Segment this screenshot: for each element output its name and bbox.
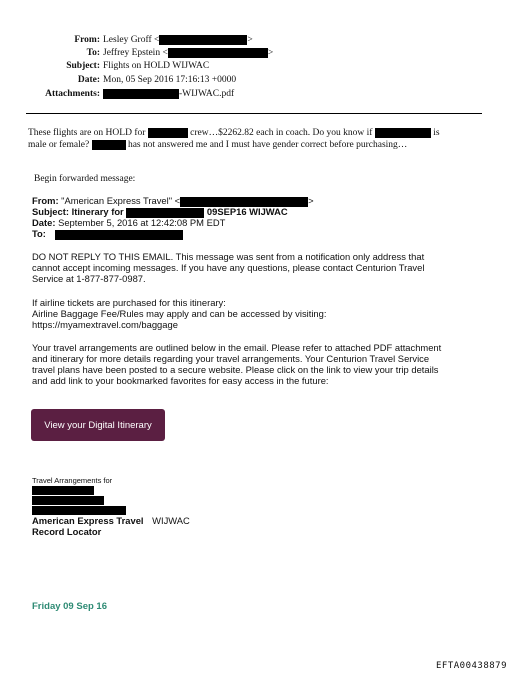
body-paragraph [28, 128, 488, 151]
to-label: To: [86, 48, 100, 58]
date-label: Date: [77, 75, 100, 85]
fwd-to-label: To: [32, 228, 46, 239]
fwd-date-row [32, 217, 225, 228]
fwd-subject-row [32, 206, 288, 218]
body-line2-a: male or female? [28, 139, 90, 150]
from-label: From: [74, 35, 100, 45]
subject-label: Subject: [66, 61, 100, 71]
view-itinerary-button[interactable]: View your Digital Itinerary [31, 409, 165, 441]
fwd-subject-label: Subject: [32, 206, 69, 217]
noreply-line: DO NOT REPLY TO THIS EMAIL. This message was sent from a notification only address that [32, 251, 425, 262]
attachment-link[interactable] [103, 88, 234, 100]
redaction [159, 35, 247, 45]
redaction [92, 140, 126, 150]
record-code: WIJWAC [152, 515, 190, 526]
redaction [32, 506, 126, 515]
attachment-value: -WIJWAC.pdf [179, 89, 235, 99]
redaction [375, 128, 431, 138]
baggage-link[interactable]: https://myamextravel.com/baggage [32, 319, 178, 330]
body-line2-b: has not answered me and I must have gender correct before purchasing… [127, 139, 408, 150]
document-id: EFTA00438879 [436, 661, 508, 671]
airline-notice [32, 297, 326, 330]
redaction [32, 496, 104, 505]
fwd-to-row [32, 228, 183, 240]
redaction [148, 128, 188, 138]
redaction [168, 48, 268, 58]
amex-label: American Express Travel [32, 515, 144, 526]
redaction [103, 89, 179, 99]
header-divider [26, 113, 482, 114]
subject-value: Flights on HOLD WIJWAC [103, 61, 210, 71]
amex-row [32, 515, 190, 526]
date-value: Mon, 05 Sep 2016 17:16:13 +0000 [103, 75, 237, 85]
noreply-line: Service at 1-877-877-0987. [32, 273, 146, 284]
begin-forwarded: Begin forwarded message: [34, 174, 136, 184]
arrangements-line: travel plans have been posted to a secure website. Please click on the link to view your trip details [32, 364, 439, 375]
fwd-date-label: Date: [32, 217, 56, 228]
body-line1-b: crew…$2262.82 each in coach. Do you know if [190, 128, 373, 139]
to-end: > [267, 48, 274, 58]
to-value: Jeffrey Epstein < [103, 48, 168, 58]
fwd-subject-b: 09SEP16 WIJWAC [206, 206, 288, 217]
arrangements-line: Your travel arrangements are outlined below in the email. Please refer to attached PDF attachment [32, 342, 442, 353]
arrangements-label: Travel Arrangements for [32, 476, 113, 485]
day-heading: Friday 09 Sep 16 [32, 601, 107, 612]
arrangements-notice [32, 342, 441, 386]
fwd-from-row [32, 195, 314, 207]
redaction [32, 486, 94, 495]
from-end: > [247, 35, 253, 45]
noreply-line: cannot accept incoming messages. If you have any questions, please contact Centurion Travel [32, 262, 425, 273]
fwd-from-label: From: [32, 195, 59, 206]
fwd-date-value: September 5, 2016 at 12:42:08 PM EDT [58, 217, 226, 228]
airline-line: Airline Baggage Fee/Rules may apply and can be accessed by visiting: [32, 308, 327, 319]
attachments-label: Attachments: [45, 89, 100, 99]
arrangements-line: and add link to your bookmarked favorites for easy access in the future: [32, 375, 329, 386]
arrangements-redactions [32, 486, 126, 515]
arrangements-line: and itinerary for more details regarding your travel arrangements. Your Centurion Travel Service [32, 353, 430, 364]
from-value: Lesley Groff < [103, 35, 160, 45]
fwd-subject-a: Itinerary for [71, 206, 124, 217]
airline-line: If airline tickets are purchased for this itinerary: [32, 297, 226, 308]
body-line1-c: is [433, 128, 440, 139]
redaction [55, 230, 183, 240]
noreply-notice [32, 251, 424, 284]
fwd-from-end: > [308, 195, 314, 206]
fwd-from-value: "American Express Travel" < [61, 195, 181, 206]
record-locator-label: Record Locator [32, 526, 102, 537]
body-line1-a: These flights are on HOLD for [28, 128, 146, 139]
